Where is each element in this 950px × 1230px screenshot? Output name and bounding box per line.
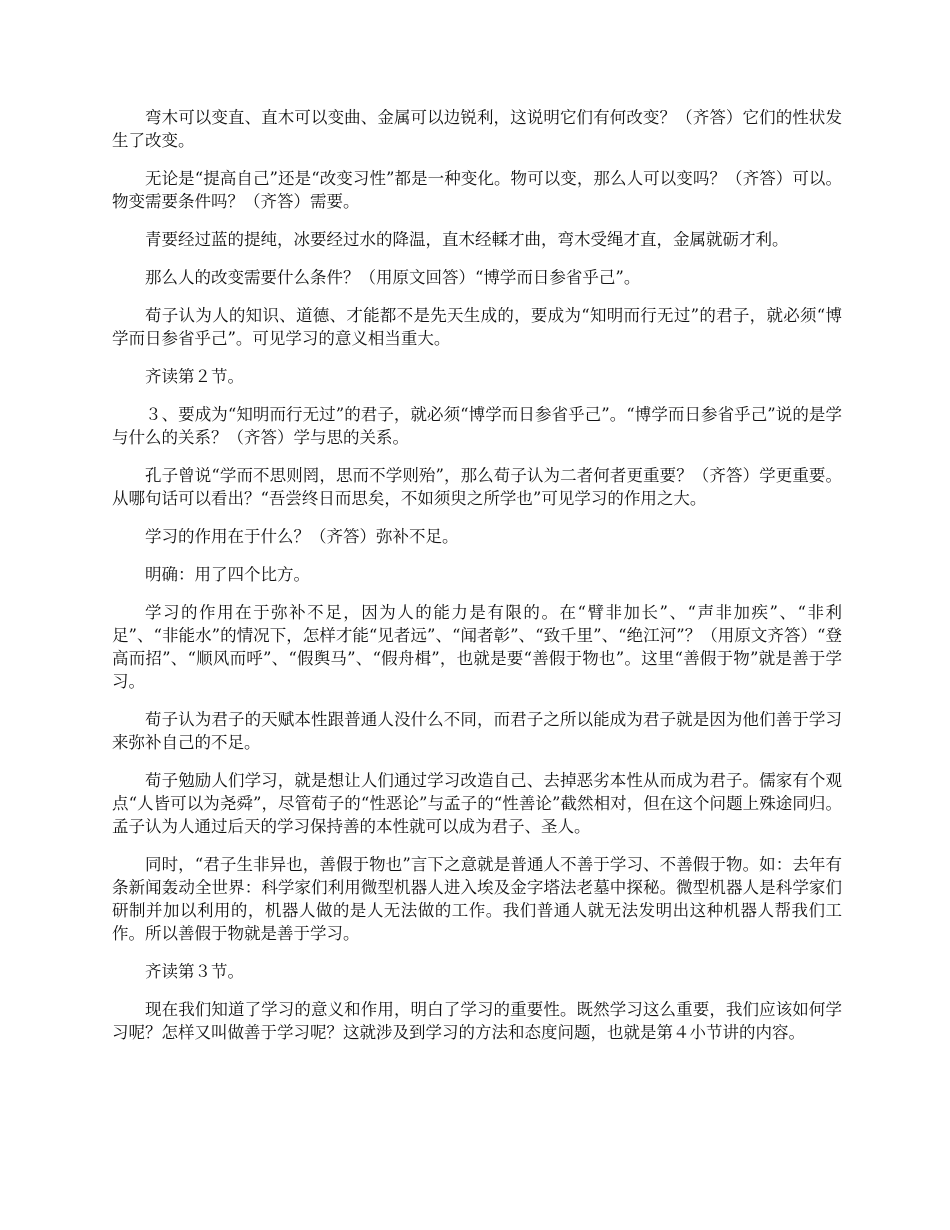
paragraph: 荀子认为人的知识、道德、才能都不是先天生成的，要成为“知明而行无过”的君子，就必须“博学而日参省乎己”。可见学习的意义相当重大。 [112, 306, 842, 348]
paragraph: 明确：用了四个比方。 [145, 565, 310, 584]
paragraph: 荀子勉励人们学习，就是想让人们通过学习改造自己、去掉恶劣本性从而成为君子。儒家有个观点“人皆可以为尧舜”，尽管荀子的“性恶论”与孟子的“性善论”截然相对，但在这个问题上殊途同归。孟子认为人通过后天的学习保持善的本性就可以成为君子、圣人。 [112, 771, 842, 836]
paragraph: 齐读第３节。 [145, 962, 244, 981]
paragraph: 无论是“提高自己”还是“改变习性”都是一种变化。物可以变，那么人可以变吗？（齐答）可以。物变需要条件吗？（齐答）需要。 [112, 169, 842, 211]
paragraph: 学习的作用在于什么？（齐答）弥补不足。 [145, 527, 459, 546]
paragraph: 学习的作用在于弥补不足，因为人的能力是有限的。在“臂非加长”、“声非加疾”、“非利足”、“非能水”的情况下，怎样才能“见者远”、“闻者彰”、“致千里”、“绝江河”？（用原文齐答）“登高而招”、“顺风而呼”、“假舆马”、“假舟楫”，也就是要“善假于物也”。这里“善假于物”就是善于学习。 [112, 603, 842, 691]
paragraph: 弯木可以变直、直木可以变曲、金属可以边锐利，这说明它们有何改变？（齐答）它们的性状发生了改变。 [112, 108, 842, 150]
paragraph: 荀子认为君子的天赋本性跟普通人没什么不同，而君子之所以能成为君子就是因为他们善于学习来弥补自己的不足。 [112, 710, 842, 752]
paragraph: ３、要成为“知明而行无过”的君子，就必须“博学而日参省乎己”。“博学而日参省乎己”说的是学与什么的关系？（齐答）学与思的关系。 [112, 405, 842, 447]
paragraph: 齐读第２节。 [145, 367, 244, 386]
paragraph: 青要经过蓝的提纯，冰要经过水的降温，直木经輮才曲，弯木受绳才直，金属就砺才利。 [145, 230, 789, 249]
paragraph: 孔子曾说“学而不思则罔，思而不学则殆”，那么荀子认为二者何者更重要？（齐答）学更重要。从哪句话可以看出？“吾尝终日而思矣，不如须臾之所学也”可见学习的作用之大。 [112, 466, 842, 508]
paragraph: 同时，“君子生非异也，善假于物也”言下之意就是普通人不善于学习、不善假于物。如：去年有条新闻轰动全世界：科学家们利用微型机器人进入埃及金字塔法老墓中探秘。微型机器人是科学家们研制并加以利用的，机器人做的是人无法做的工作。我们普通人就无法发明出这种机器人帮我们工作。所以善假于物就是善于学习。 [112, 855, 842, 943]
document-body [112, 106, 842, 1059]
paragraph: 那么人的改变需要什么条件？（用原文回答）“博学而日参省乎己”。 [145, 268, 641, 287]
paragraph: 现在我们知道了学习的意义和作用，明白了学习的重要性。既然学习这么重要，我们应该如何学习呢？怎样又叫做善于学习呢？这就涉及到学习的方法和态度问题，也就是第４小节讲的内容。 [112, 1000, 842, 1042]
